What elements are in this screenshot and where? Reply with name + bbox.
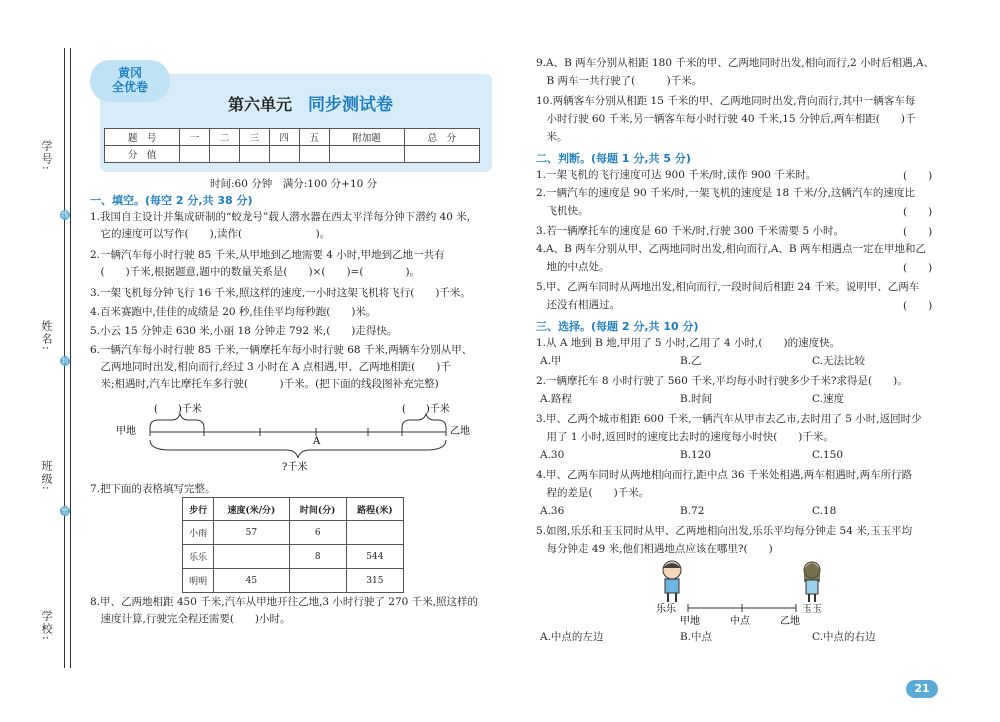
judge-line: 还没有相遇过。 [536,299,620,311]
line-segment-diagram [110,398,490,474]
svg-text:乐乐: 乐乐 [656,604,676,615]
name-label: 姓名: [40,320,53,352]
judge-line: 4.A、B 两车分别从甲、乙两地同时出发,相向而行,A、B 两车相遇点一定在甲地和乙 [536,243,926,255]
judge-line: 1.一架飞机的飞行速度可达 900 千米/时,读作 900 千米时。 [536,169,817,181]
text-line: 4.百米赛跑中,佳佳的成绩是 20 秒,佳佳平均每秒跑( )米。 [90,306,377,318]
class-label: 班级: [40,460,53,492]
score-table: 题 号 一 二 三 四 五 附加题 总 分 分 值 [104,128,480,163]
school-label: 学校: [40,610,53,642]
text-line: 它的速度可以写作( ),读作( )。 [90,228,331,240]
svg-text:乙地: 乙地 [780,616,800,627]
judge-line: 5.甲、乙两车同时从两地出发,相向而行,一段时间后相距 24 千米。说明甲、乙两车 [536,281,920,293]
girl-icon [804,562,820,602]
svg-text:玉玉: 玉玉 [802,604,822,615]
brand-badge: 黄冈 全优卷 [90,60,170,102]
judge-line: 3.若一辆摩托车的速度是 60 千米/时,行驶 300 千米需要 5 小时。 [536,225,845,237]
time-info: 时间:60 分钟 满分:100 分+10 分 [210,178,378,190]
choice-q1: 1.从 A 地到 B 地,甲用了 5 小时,乙用了 4 小时,( )的速度快。 [536,337,841,349]
text-line: 2.一辆汽车每小时行驶 85 千米,从甲地到乙地需要 4 小时,甲地到乙地一共有 [90,249,445,261]
text-line: 10.两辆客车分别从相距 15 千米的甲、乙两地同时出发,背向而行,其中一辆客车每 [536,95,916,107]
diagram-bottom: ?千米 [282,462,308,473]
text-line: 米。 [536,131,568,143]
text-line: 7.把下面的表格填写完整。 [90,483,216,495]
diagram-right-top: ( )千米 [402,404,450,415]
diagram-left-top: ( )千米 [154,404,202,415]
margin-marker: 线 [61,211,69,219]
margin-marker: 密 [61,507,69,515]
point-a: A [313,436,321,447]
meeting-figure [650,556,840,628]
text-line: 小时行驶 60 千米,另一辆客车每小时行驶 40 千米,15 分钟后,两车相距( )千 [536,113,916,125]
text-line: 米;相遇时,汽车比摩托车多行驶( )千米。(把下面的线段图补充完整) [90,378,439,390]
text-line: 9.A、B 两车分别从相距 180 千米的甲、乙两地同时出发,相向而行,2 小时后相遇,A、 [536,57,934,69]
text-line: B 两车一共行驶了( )千米。 [536,75,703,87]
choice-q3: 3.甲、乙两个城市相距 600 千米,一辆汽车从甲市去乙市,去时用了 5 小时,返回时少 [536,413,922,425]
text-line: 6.一辆汽车每小时行驶 85 千米,一辆摩托车每小时行驶 68 千米,两辆车分别从甲、 [90,344,473,356]
svg-text:中点: 中点 [730,616,750,627]
choice-q4: 4.甲、乙两车同时从两地相向而行,距中点 36 千米处相遇,两车相遇时,两车所行路 [536,469,913,481]
text-line: 1.我国自主设计并集成研制的“蛟龙号”载人潜水器在西太平洋每分钟下潜约 40 米, [90,211,471,223]
text-line: 5.小云 15 分钟走 630 米,小丽 18 分钟走 792 米,( )走得快。 [90,325,398,337]
judge-line: 飞机快。 [536,205,589,217]
diagram-jia: 甲地 [116,426,136,437]
boy-icon [663,561,681,602]
judge-line: 2.一辆汽车的速度是 90 千米/时,一架飞机的速度是 18 千米/分,这辆汽车的速度比 [536,187,915,199]
text-line: 3.一架飞机每分钟飞行 16 千米,照这样的速度,一小时这架飞机将飞行( )千米。 [90,287,471,299]
section-judge: 二、判断。(每题 1 分,共 5 分) [536,152,691,165]
section-fill: 一、填空。(每空 2 分,共 38 分) [90,194,253,207]
margin-line [70,48,71,668]
text-line: ( )千米,根据题意,题中的数量关系是( )×( )=( )。 [90,266,421,278]
diagram-yi: 乙地 [450,426,470,437]
unit-title: 第六单元 [228,95,293,114]
right-brace [402,414,446,428]
student-id-label: 学号: [40,140,53,172]
page-number: 21 [906,680,938,698]
left-brace [150,414,204,428]
choice-q2: 2.一辆摩托车 8 小时行驶了 560 千米,平均每小时行驶多少千米?求得是( )。 [536,375,908,387]
section-choice: 三、选择。(每题 2 分,共 10 分) [536,320,699,333]
text-line: 速度计算,行驶完全程还需要( )小时。 [90,613,291,625]
bottom-brace [150,440,446,458]
binding-margin [0,0,82,722]
speed-table: 步行 速度(米/分) 时间(分) 路程(米) 小雨 57 6 乐乐 8 544 明明 45 315 [182,497,404,593]
svg-text:甲地: 甲地 [680,616,700,627]
text-line: 乙两地同时出发,相向而行,经过 3 小时在 A 点相遇,甲、乙两地相距( )千 [90,361,451,373]
text-line: 8.甲、乙两地相距 450 千米,汽车从甲地开往乙地,3 小时行驶了 270 千米,照这样的 [90,596,478,608]
judge-line: 地的中点处。 [536,261,610,273]
margin-marker: 封 [61,357,69,365]
choice-q5: 5.如图,乐乐和玉玉同时从甲、乙两地相向出发,乐乐平均每分钟走 54 米,玉玉平均 [536,525,913,537]
test-title: 同步测试卷 [308,95,393,115]
